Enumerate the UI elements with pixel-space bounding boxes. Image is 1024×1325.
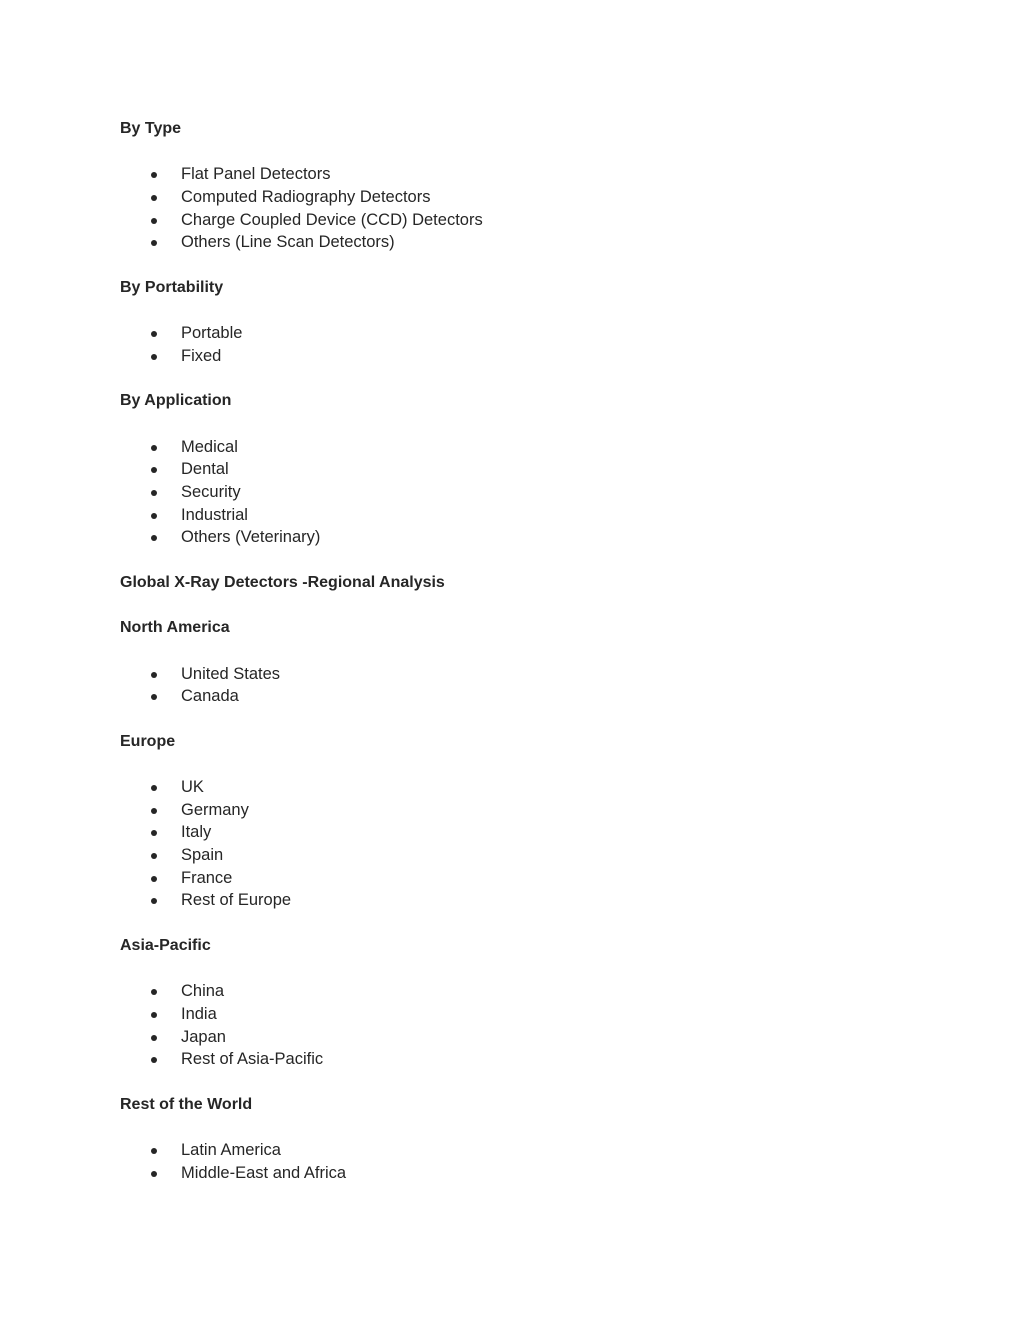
list-item-label: Medical: [181, 437, 238, 456]
list-item-label: Others (Veterinary): [181, 528, 321, 547]
list-item-label: Latin America: [181, 1140, 281, 1159]
bullet-icon: [151, 672, 157, 678]
list-item-label: Flat Panel Detectors: [181, 165, 331, 184]
list-item: [120, 504, 900, 527]
list-item: [120, 209, 900, 232]
list-item-label: Computed Radiography Detectors: [181, 188, 431, 207]
bullet-list: [120, 980, 900, 1071]
list-item-label: Canada: [181, 687, 239, 706]
bullet-icon: [151, 1012, 157, 1018]
list-item: [120, 1139, 900, 1162]
list-item: [120, 867, 900, 890]
bullet-icon: [151, 535, 157, 541]
bullet-icon: [151, 467, 157, 473]
bullet-icon: [151, 513, 157, 519]
spacer: [120, 368, 900, 391]
section-heading: Europe: [120, 732, 176, 750]
list-item-label: UK: [181, 777, 204, 796]
bullet-icon: [151, 240, 157, 246]
bullet-list: [120, 436, 900, 549]
list-item-label: Spain: [181, 846, 224, 864]
bullet-icon: [151, 331, 157, 337]
list-item: [120, 889, 900, 912]
list-item: [120, 980, 900, 1003]
list-item-label: Security: [181, 483, 241, 501]
list-item-label: Germany: [181, 800, 249, 819]
bullet-list: [120, 776, 900, 912]
spacer: [120, 912, 900, 935]
document-page: [120, 118, 900, 1184]
list-item: [120, 821, 900, 844]
bullet-icon: [151, 1148, 157, 1154]
bullet-list: [120, 663, 900, 708]
spacer: [120, 594, 900, 617]
spacer: [120, 549, 900, 572]
list-item: [120, 186, 900, 209]
list-item: [120, 231, 900, 254]
list-item-label: Dental: [181, 460, 229, 479]
bullet-icon: [151, 876, 157, 882]
list-item: [120, 1162, 900, 1185]
bullet-icon: [151, 694, 157, 700]
list-item: [120, 844, 900, 867]
list-item: [120, 163, 900, 186]
list-item: [120, 799, 900, 822]
list-item: [120, 685, 900, 708]
list-item-label: Rest of Europe: [181, 891, 292, 910]
bullet-icon: [151, 830, 157, 836]
bullet-icon: [151, 172, 157, 178]
list-item-label: Industrial: [181, 505, 248, 524]
section-heading: By Type: [120, 120, 182, 137]
list-item-label: United States: [181, 664, 281, 683]
bullet-icon: [151, 1057, 157, 1063]
bullet-list: [120, 1139, 900, 1184]
list-item: [120, 345, 900, 368]
list-item: [120, 1026, 900, 1049]
bullet-icon: [151, 490, 157, 496]
list-item: [120, 526, 900, 549]
section-heading: By Application: [120, 392, 232, 410]
list-item-label: India: [181, 1004, 217, 1023]
bullet-list: [120, 322, 900, 367]
list-item-label: Japan: [181, 1027, 226, 1046]
spacer: [120, 640, 900, 663]
bullet-icon: [151, 354, 157, 360]
list-item: [120, 322, 900, 345]
bullet-icon: [151, 445, 157, 451]
bullet-icon: [151, 218, 157, 224]
list-item: [120, 458, 900, 481]
spacer: [120, 300, 900, 323]
list-item: [120, 1003, 900, 1026]
spacer: [120, 1116, 900, 1139]
spacer: [120, 753, 900, 776]
bullet-icon: [151, 195, 157, 201]
bullet-icon: [151, 1035, 157, 1041]
spacer: [120, 413, 900, 436]
list-item-label: Others (Line Scan Detectors): [181, 233, 395, 252]
spacer: [120, 141, 900, 164]
list-item-label: Rest of Asia-Pacific: [181, 1050, 324, 1069]
section-heading: North America: [120, 619, 230, 637]
bullet-icon: [151, 785, 157, 791]
list-item-label: Portable: [181, 324, 243, 343]
bullet-icon: [151, 808, 157, 814]
section-heading: Rest of the World: [120, 1095, 253, 1113]
list-item-label: France: [181, 868, 233, 887]
section-heading: Asia-Pacific: [120, 936, 211, 954]
spacer: [120, 957, 900, 980]
list-item: [120, 481, 900, 504]
spacer: [120, 1071, 900, 1094]
list-item-label: Charge Coupled Device (CCD) Detectors: [181, 210, 483, 229]
spacer: [120, 254, 900, 277]
bullet-list: [120, 163, 900, 254]
list-item: [120, 436, 900, 459]
bullet-icon: [151, 989, 157, 995]
bullet-icon: [151, 898, 157, 904]
bullet-icon: [151, 853, 157, 859]
bullet-icon: [151, 1171, 157, 1177]
list-item: [120, 1048, 900, 1071]
list-item-label: Middle-East and Africa: [181, 1163, 347, 1182]
list-item-label: Fixed: [181, 346, 222, 365]
list-item-label: China: [181, 982, 225, 1001]
list-item-label: Italy: [181, 823, 212, 842]
section-heading: Global X-Ray Detectors -Regional Analysis: [120, 573, 445, 591]
section-heading: By Portability: [120, 278, 224, 296]
list-item: [120, 776, 900, 799]
list-item: [120, 663, 900, 686]
spacer: [120, 708, 900, 731]
